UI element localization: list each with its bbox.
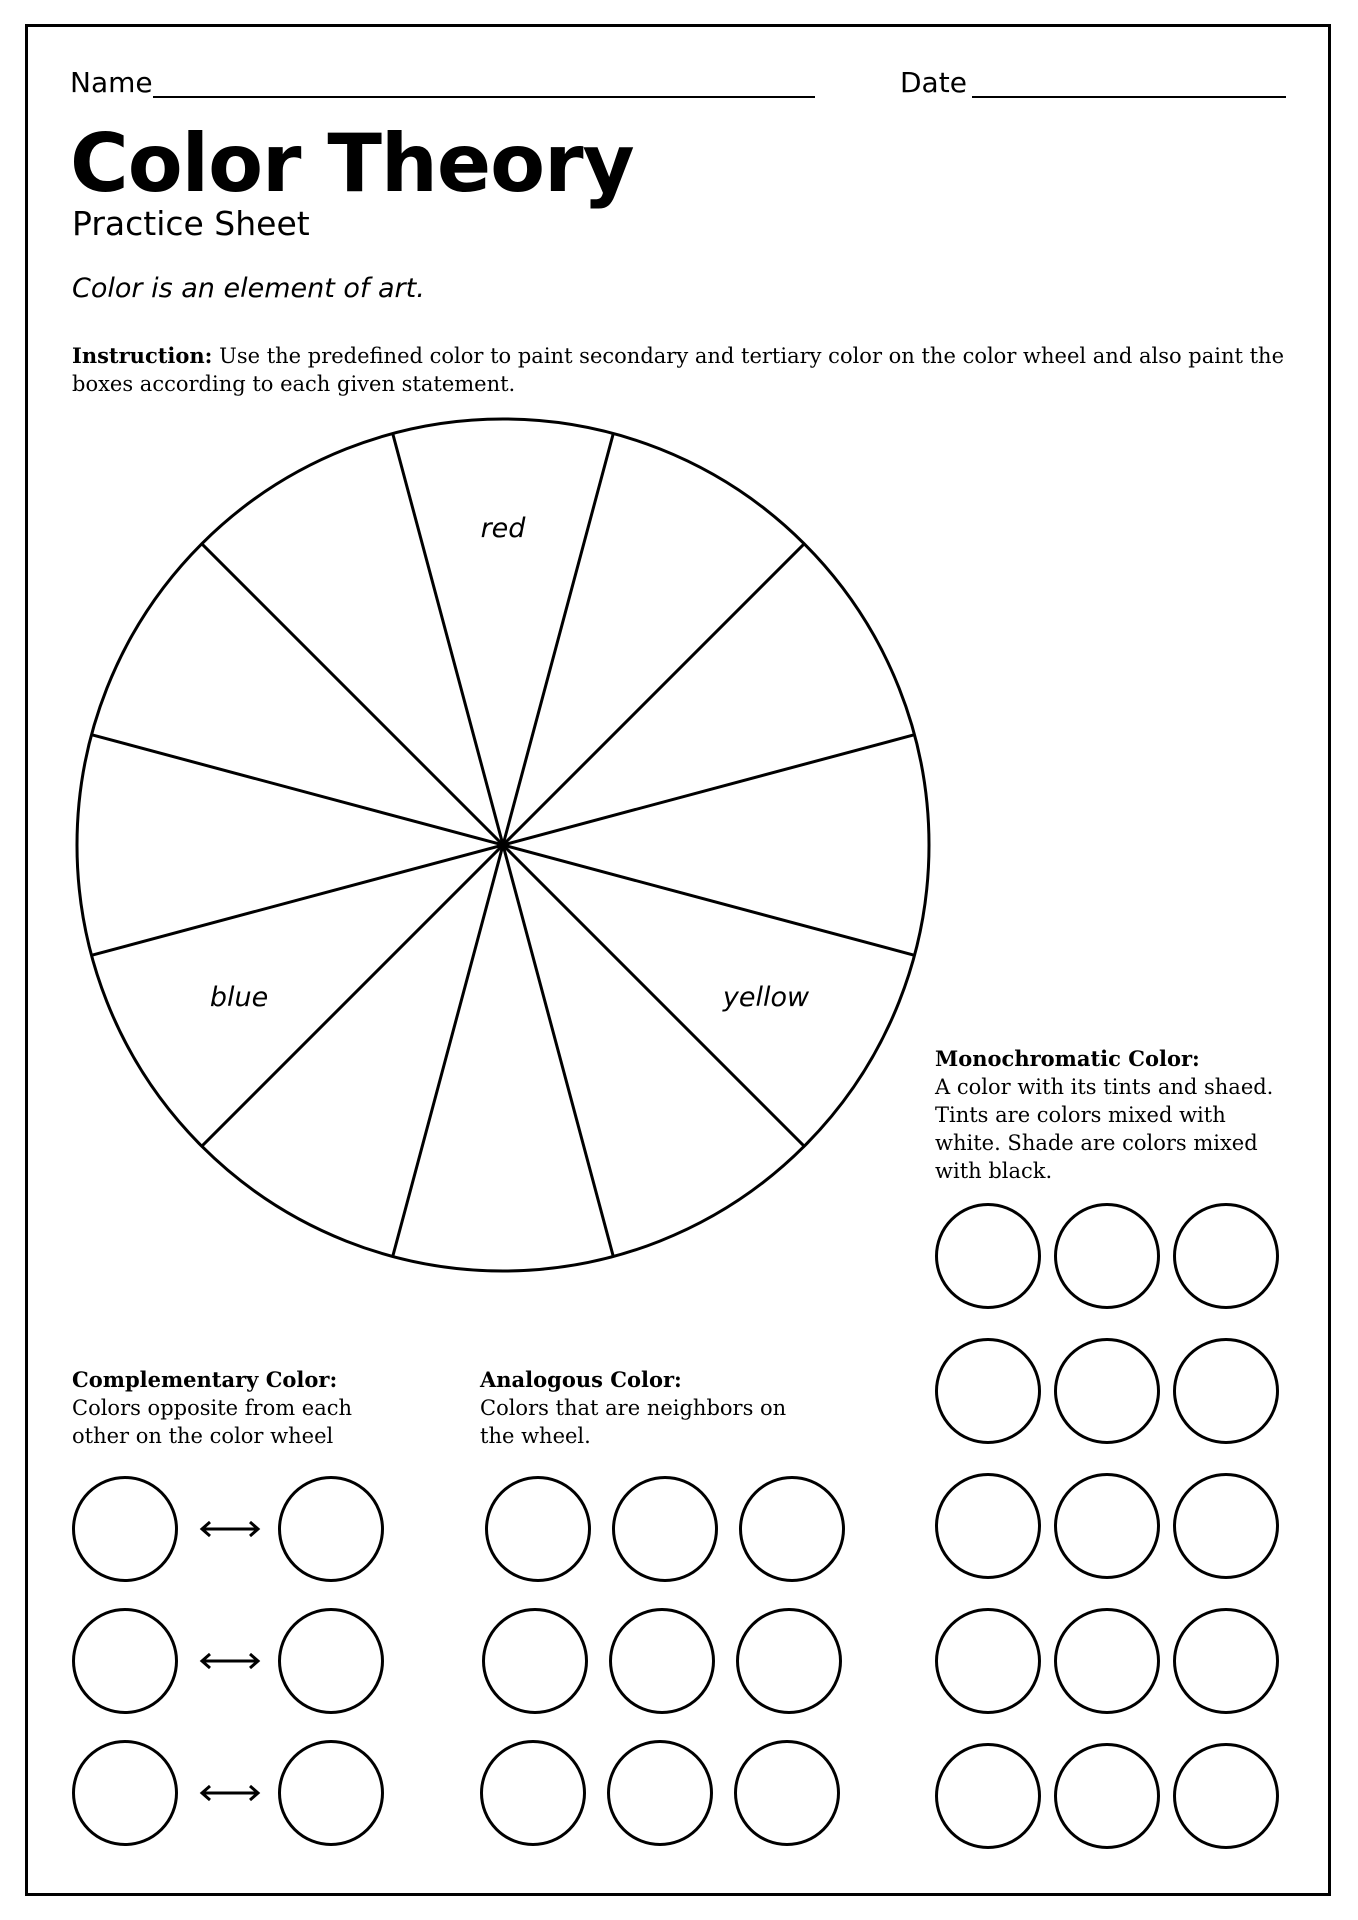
analogous-circle[interactable] — [736, 1608, 842, 1714]
analogous-circle[interactable] — [485, 1476, 591, 1582]
monochromatic-circle[interactable] — [1173, 1203, 1279, 1309]
complementary-circle-left[interactable] — [72, 1476, 178, 1582]
wheel-label-blue: blue — [209, 982, 269, 1013]
tagline: Color is an element of art. — [72, 273, 425, 304]
complementary-desc-2: other on the color wheel — [72, 1424, 334, 1448]
analogous-circle[interactable] — [609, 1608, 715, 1714]
monochromatic-heading: Monochromatic Color: — [935, 1046, 1200, 1071]
monochromatic-desc-1: A color with its tints and shaed. — [935, 1075, 1274, 1099]
monochromatic-circle[interactable] — [1054, 1473, 1160, 1579]
analogous-desc-2: the wheel. — [480, 1424, 591, 1448]
monochromatic-circle[interactable] — [1054, 1203, 1160, 1309]
page-title: Color Theory — [70, 117, 634, 210]
page-subtitle: Practice Sheet — [72, 204, 310, 243]
wheel-segments — [77, 419, 929, 1271]
monochromatic-circle[interactable] — [1173, 1473, 1279, 1579]
monochromatic-desc-3: white. Shade are colors mixed — [935, 1131, 1258, 1155]
monochromatic-circle[interactable] — [935, 1338, 1041, 1444]
monochromatic-section — [935, 1045, 1325, 1185]
analogous-heading: Analogous Color: — [480, 1367, 682, 1392]
analogous-circle[interactable] — [607, 1740, 713, 1846]
monochromatic-circle[interactable] — [1054, 1608, 1160, 1714]
date-label: Date — [900, 66, 967, 99]
monochromatic-circle[interactable] — [1173, 1338, 1279, 1444]
monochromatic-circle[interactable] — [935, 1203, 1041, 1309]
complementary-circle-right[interactable] — [278, 1740, 384, 1846]
double-arrow-icon — [199, 1519, 261, 1539]
analogous-desc-1: Colors that are neighbors on — [480, 1396, 787, 1420]
analogous-section — [480, 1366, 860, 1450]
complementary-circle-left[interactable] — [72, 1740, 178, 1846]
instruction-label: Instruction: — [72, 343, 213, 368]
double-arrow-icon — [199, 1783, 261, 1803]
monochromatic-circle[interactable] — [1173, 1743, 1279, 1849]
complementary-circle-left[interactable] — [72, 1608, 178, 1714]
analogous-circle[interactable] — [612, 1476, 718, 1582]
complementary-circle-right[interactable] — [278, 1608, 384, 1714]
instruction-text: Use the predefined color to paint secondary and tertiary color on the color wheel and also paint the boxes according to each given statement. — [72, 344, 1284, 396]
complementary-heading: Complementary Color: — [72, 1367, 338, 1392]
monochromatic-circle[interactable] — [935, 1608, 1041, 1714]
monochromatic-desc-2: Tints are colors mixed with — [935, 1103, 1226, 1127]
name-label: Name — [70, 66, 153, 99]
analogous-circle[interactable] — [739, 1476, 845, 1582]
analogous-circle[interactable] — [734, 1740, 840, 1846]
monochromatic-circle[interactable] — [935, 1473, 1041, 1579]
complementary-circle-right[interactable] — [278, 1476, 384, 1582]
wheel-label-yellow: yellow — [722, 982, 810, 1013]
analogous-circle[interactable] — [482, 1608, 588, 1714]
complementary-section — [72, 1366, 452, 1450]
wheel-label-red: red — [480, 513, 526, 544]
analogous-circle[interactable] — [480, 1740, 586, 1846]
double-arrow-icon — [199, 1651, 261, 1671]
monochromatic-circle[interactable] — [935, 1743, 1041, 1849]
monochromatic-circle[interactable] — [1054, 1743, 1160, 1849]
complementary-desc-1: Colors opposite from each — [72, 1396, 353, 1420]
monochromatic-desc-4: with black. — [935, 1159, 1053, 1183]
monochromatic-circle[interactable] — [1173, 1608, 1279, 1714]
monochromatic-circle[interactable] — [1054, 1338, 1160, 1444]
